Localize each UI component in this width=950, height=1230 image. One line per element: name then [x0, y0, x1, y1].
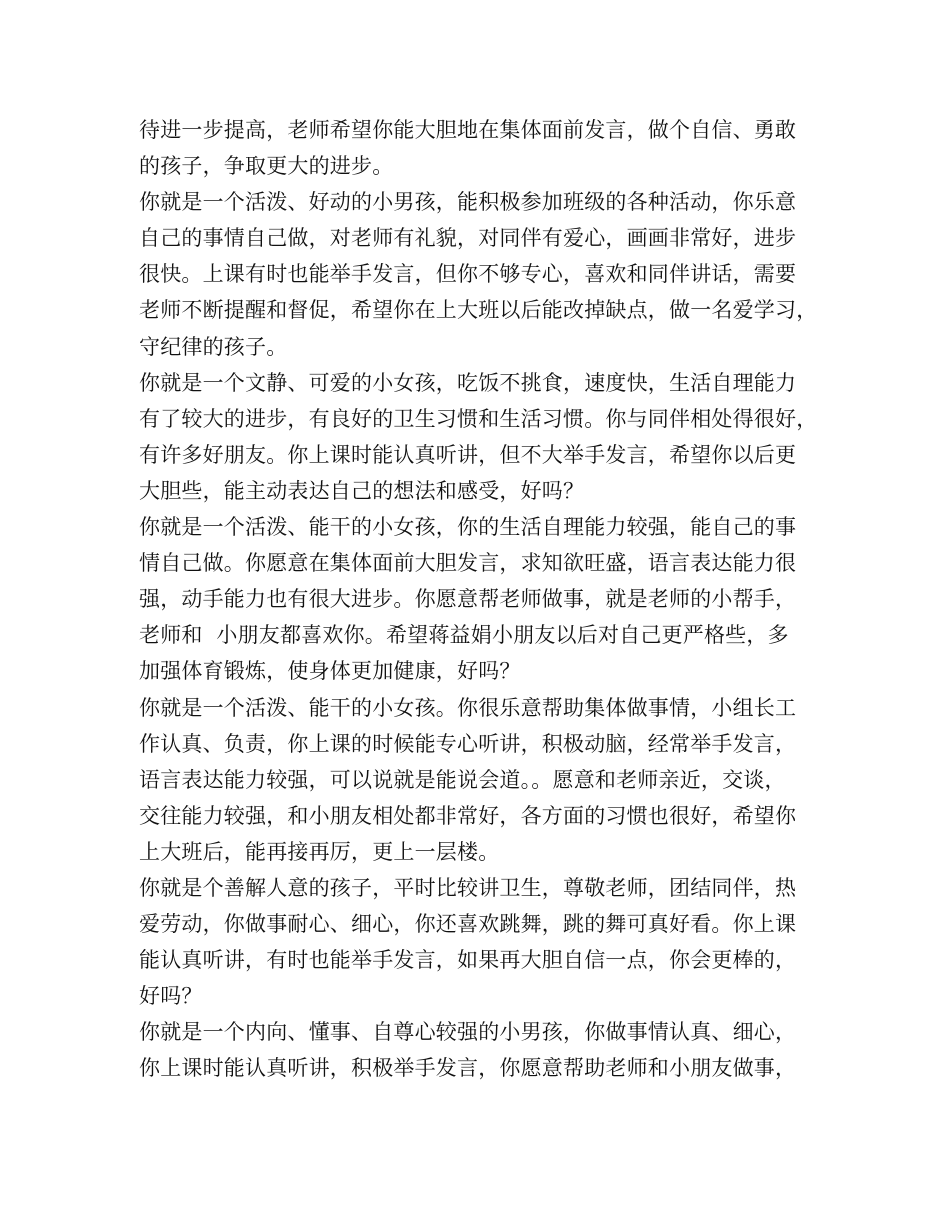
- text-line: 你就是个善解人意的孩子，平时比较讲卫生，尊敬老师，团结同伴，热: [139, 875, 797, 900]
- text-line: 你就是一个文静、可爱的小女孩，吃饭不挑食，速度快，生活自理能力: [139, 370, 797, 395]
- text-line: 作认真、负责，你上课的时候能专心听讲，积极动脑，经常举手发言，: [139, 731, 797, 756]
- text-line: 爱劳动，你做事耐心、细心，你还喜欢跳舞，跳的舞可真好看。你上课: [139, 912, 797, 937]
- text-line: 老师不断提醒和督促，希望你在上大班以后能改掉缺点，做一名爱学习，: [139, 298, 818, 323]
- text-line: 你上课时能认真听讲，积极举手发言，你愿意帮助老师和小朋友做事，: [139, 1056, 797, 1081]
- text-line: 老师和 小朋友都喜欢你。希望蒋益娟小朋友以后对自己更严格些，多: [139, 623, 789, 648]
- text-line: 上大班后，能再接再厉，更上一层楼。: [139, 839, 500, 864]
- text-line: 好吗？: [139, 984, 203, 1009]
- text-line: 你就是一个活泼、能干的小女孩。你很乐意帮助集体做事情，小组长工: [139, 695, 797, 720]
- text-line: 待进一步提高，老师希望你能大胆地在集体面前发言，做个自信、勇敢: [139, 118, 797, 142]
- text-line: 能认真听讲，有时也能举手发言，如果再大胆自信一点，你会更棒的，: [139, 948, 797, 973]
- text-line: 守纪律的孩子。: [139, 334, 288, 359]
- text-line: 强，动手能力也有很大进步。你愿意帮老师做事，就是老师的小帮手，: [139, 587, 797, 612]
- text-line: 自己的事情自己做，对老师有礼貌，对同伴有爱心，画画非常好，进步: [139, 226, 797, 251]
- text-line: 大胆些，能主动表达自己的想法和感受，好吗？: [139, 478, 585, 503]
- text-line: 有了较大的进步，有良好的卫生习惯和生活习惯。你与同伴相处得很好，: [139, 406, 818, 431]
- text-line: 你就是一个活泼、好动的小男孩，能积极参加班级的各种活动，你乐意: [139, 190, 797, 215]
- text-line: 语言表达能力较强，可以说就是能说会道。。愿意和老师亲近，交谈，: [139, 767, 786, 792]
- text-line: 加强体育锻炼，使身体更加健康，好吗？: [139, 659, 521, 684]
- text-line: 有许多好朋友。你上课时能认真听讲，但不大举手发言，希望你以后更: [139, 442, 797, 467]
- text-line: 的孩子，争取更大的进步。: [139, 154, 394, 179]
- body-text: [139, 112, 829, 1087]
- text-line: 情自己做。你愿意在集体面前大胆发言，求知欲旺盛，语言表达能力很: [139, 551, 797, 576]
- text-line: 交往能力较强，和小朋友相处都非常好，各方面的习惯也很好，希望你: [139, 803, 797, 828]
- text-line: 很快。上课有时也能举手发言，但你不够专心，喜欢和同伴讲话，需要: [139, 262, 797, 287]
- text-line: 你就是一个活泼、能干的小女孩，你的生活自理能力较强，能自己的事: [139, 515, 797, 540]
- text-line: 你就是一个内向、懂事、自尊心较强的小男孩，你做事情认真、细心，: [139, 1020, 797, 1045]
